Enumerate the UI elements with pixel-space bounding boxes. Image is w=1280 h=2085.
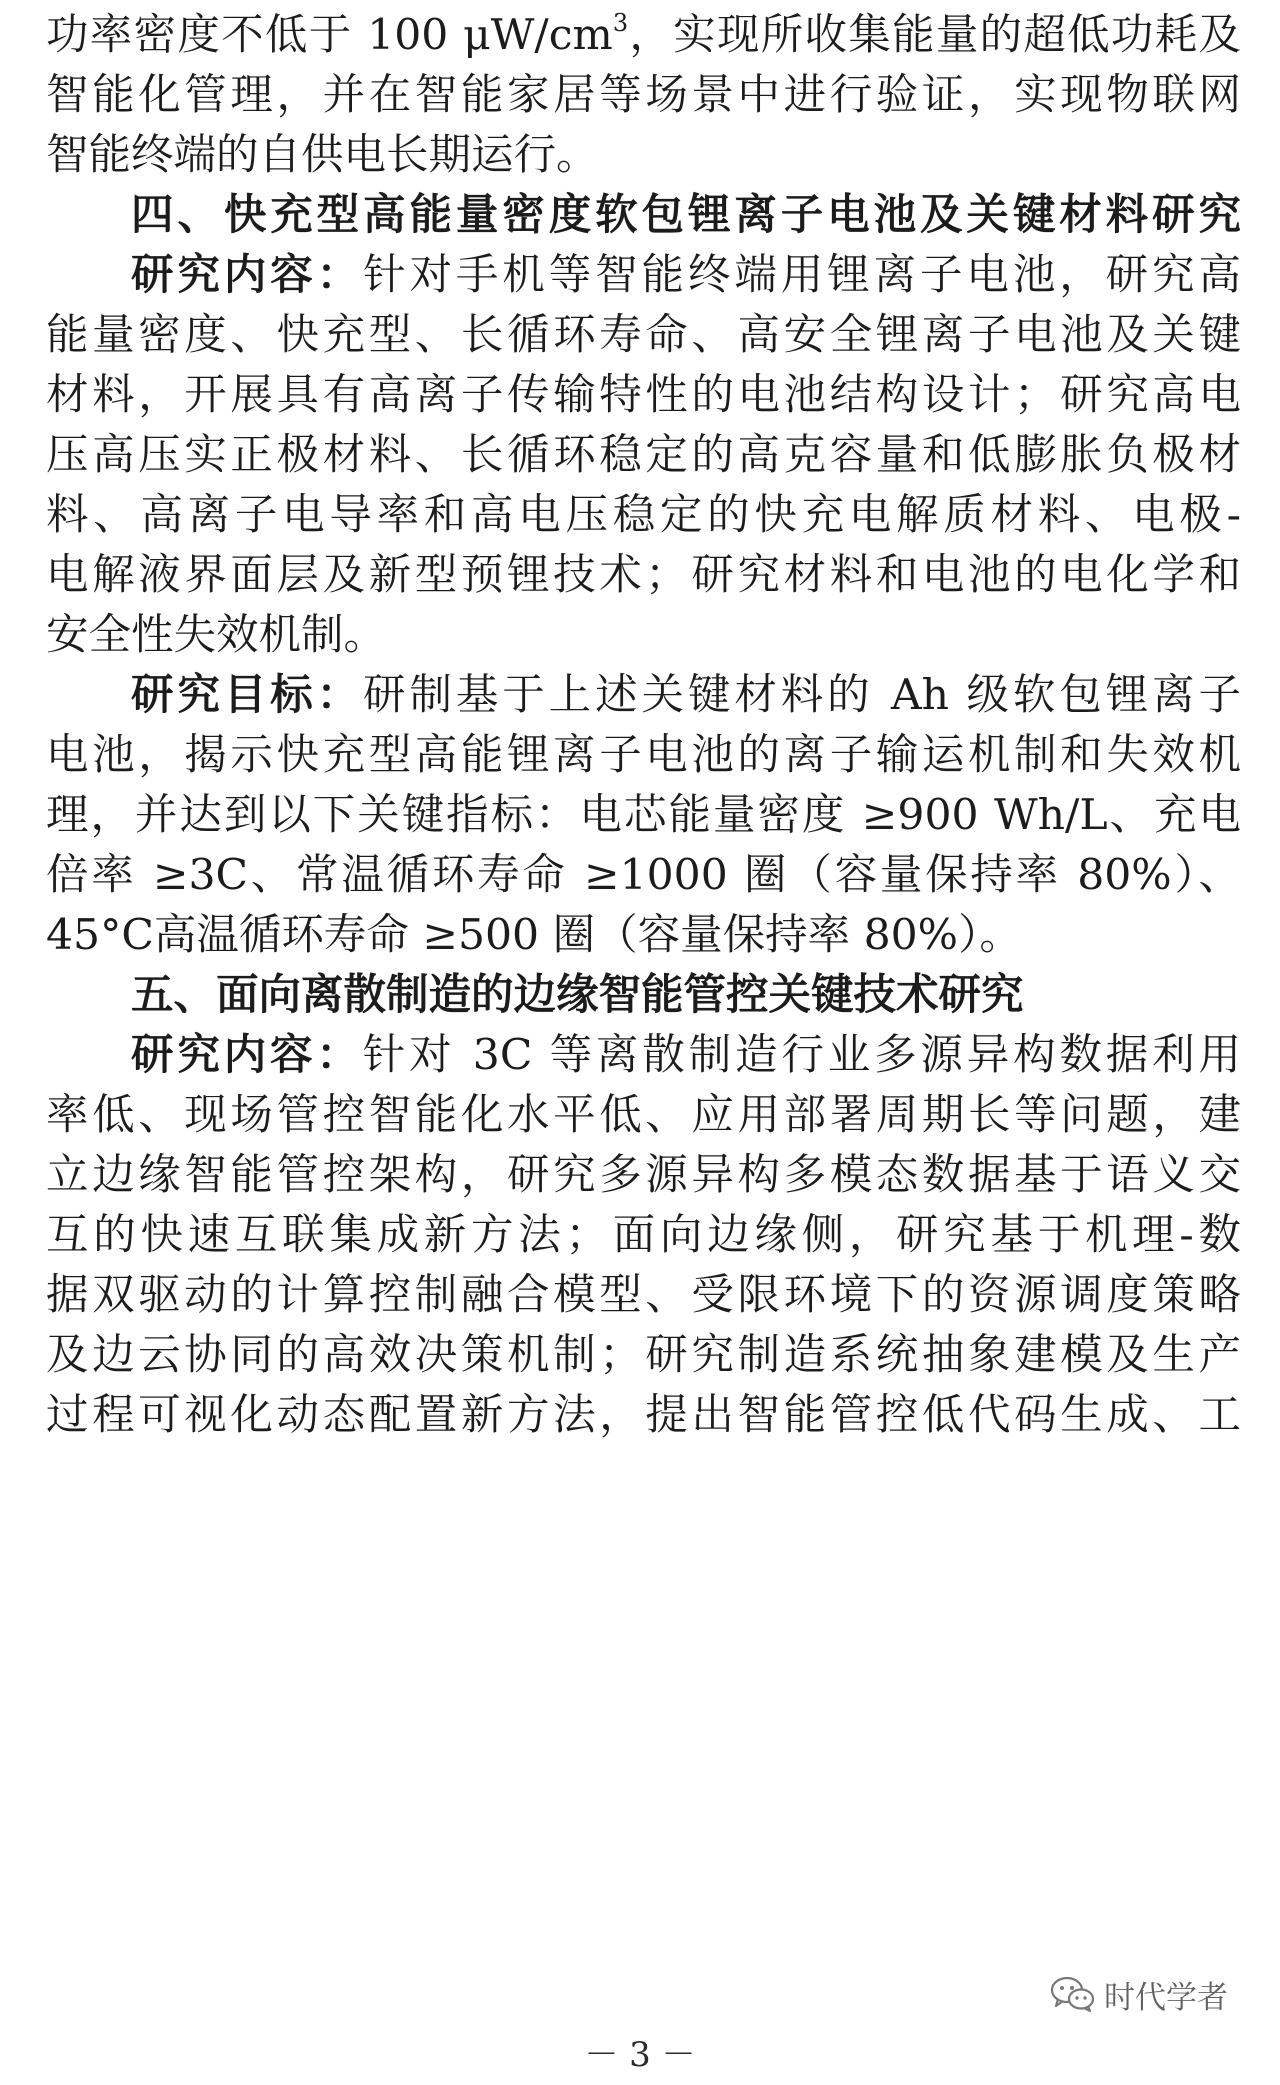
paragraph-line: 电池，揭示快充型高能锂离子电池的离子输运机制和失效机	[46, 731, 1241, 780]
section-heading: 四、快充型高能量密度软包锂离子电池及关键材料研究	[131, 191, 1241, 240]
paragraph-line: 材料，开展具有高离子传输特性的电池结构设计；研究高电	[46, 371, 1241, 420]
paragraph-line: 45°C高温循环寿命 ≥500 圈（容量保持率 80%）。	[46, 911, 1022, 960]
field-label: 研究内容：	[131, 251, 364, 300]
paragraph-line: 电解液界面层及新型预锂技术；研究材料和电池的电化学和	[46, 551, 1241, 600]
paragraph-line: 安全性失效机制。	[46, 611, 387, 660]
section-heading: 五、面向离散制造的边缘智能管控关键技术研究	[131, 971, 1024, 1020]
paragraph-line: 倍率 ≥3C、常温循环寿命 ≥1000 圈（容量保持率 80%）、	[46, 851, 1241, 900]
paragraph-line: 压高压实正极材料、长循环稳定的高克容量和低膨胀负极材	[46, 431, 1241, 480]
paragraph-line: 功率密度不低于 100 $\mu W/cm^3$，实现所收集能量的超低功耗及	[46, 9, 1241, 60]
wechat-watermark	[1048, 1972, 1228, 2016]
paragraph-line: 料、高离子电导率和高电压稳定的快充电解质材料、电极-	[46, 491, 1241, 540]
paragraph-line: 率低、现场管控智能化水平低、应用部署周期长等问题，建	[46, 1091, 1241, 1140]
paragraph-line: 及边云协同的高效决策机制；研究制造系统抽象建模及生产	[46, 1331, 1241, 1380]
watermark-text: 时代学者	[1104, 1979, 1228, 2016]
paragraph-line: 据双驱动的计算控制融合模型、受限环境下的资源调度策略	[46, 1271, 1241, 1320]
paragraph-line: 互的快速互联集成新方法；面向边缘侧，研究基于机理-数	[46, 1211, 1241, 1260]
field-label: 研究内容：	[131, 1031, 363, 1080]
paragraph-line: 立边缘智能管控架构，研究多源异构多模态数据基于语义交	[46, 1151, 1241, 1200]
page-number: － 3 －	[584, 2035, 696, 2075]
paragraph-line: 研究目标：研制基于上述关键材料的 Ah 级软包锂离子	[131, 671, 1241, 720]
paragraph-line: 能量密度、快充型、长循环寿命、高安全锂离子电池及关键	[46, 311, 1241, 360]
field-label: 研究目标：	[131, 671, 364, 720]
wechat-icon	[1048, 1974, 1096, 2014]
paragraph-line: 研究内容：针对 3C 等离散制造行业多源异构数据利用	[131, 1031, 1241, 1080]
paragraph-line: 过程可视化动态配置新方法，提出智能管控低代码生成、工	[46, 1391, 1241, 1440]
paragraph-line: 理，并达到以下关键指标：电芯能量密度 ≥900 Wh/L、充电	[46, 791, 1241, 840]
paragraph-line: 研究内容：针对手机等智能终端用锂离子电池，研究高	[131, 251, 1241, 300]
paragraph-line: 智能终端的自供电长期运行。	[46, 131, 599, 180]
paragraph-line: 智能化管理，并在智能家居等场景中进行验证，实现物联网	[46, 71, 1241, 120]
superscript: 3	[612, 9, 629, 37]
